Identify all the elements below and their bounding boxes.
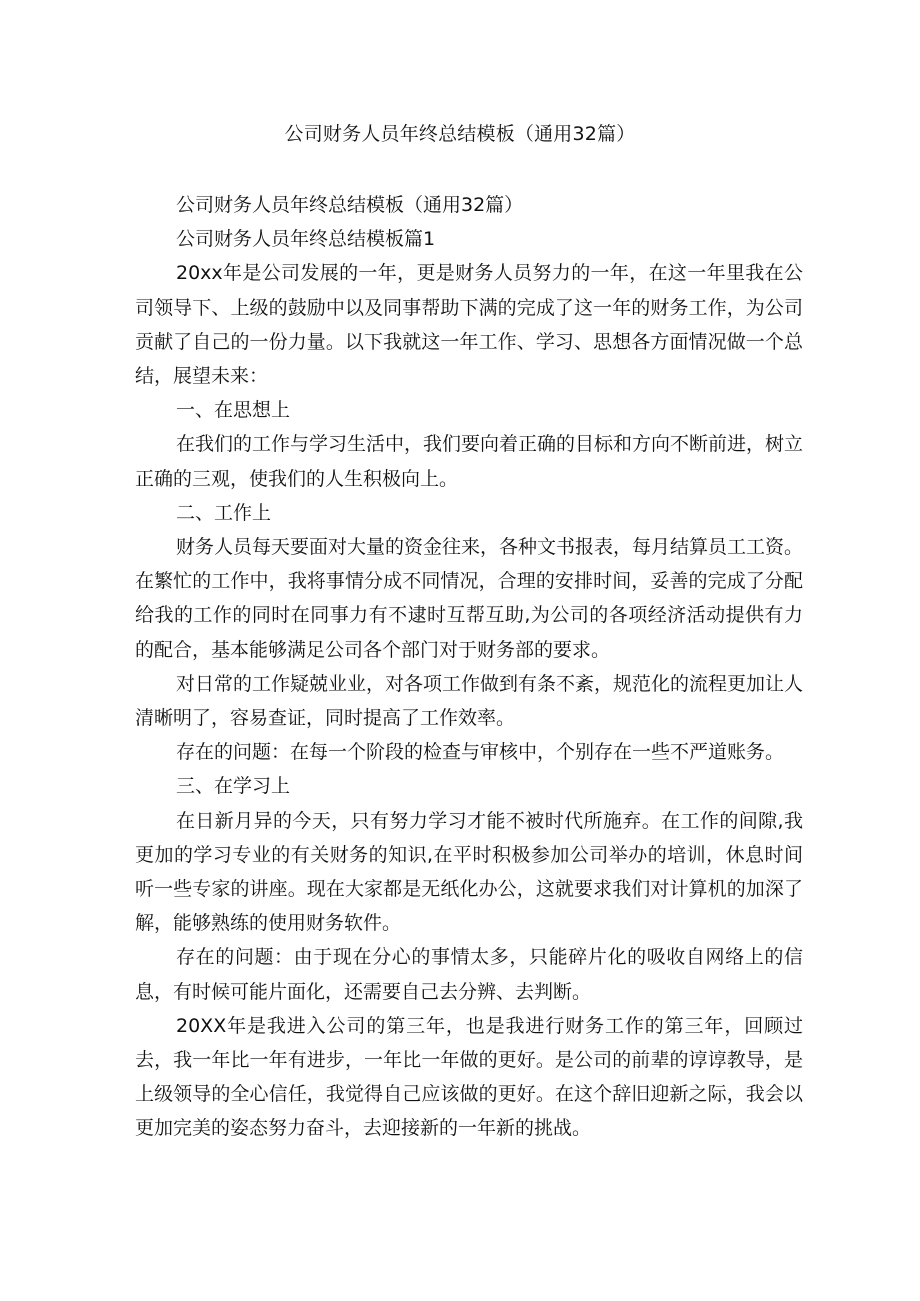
paragraph: 存在的问题：由于现在分心的事情太多，只能碎片化的吸收自网络上的信息，有时候可能片面化，还需要自己去分辨、去判断。 <box>135 946 803 1003</box>
document-body <box>135 188 803 1146</box>
heading-work: 二、工作上 <box>176 501 272 524</box>
paragraph-subtitle: 公司财务人员年终总结模板（通用32篇） <box>176 194 524 216</box>
paragraph-section-heading: 公司财务人员年终总结模板篇1 <box>176 228 436 251</box>
paragraph: 20xx年是公司发展的一年，更是财务人员努力的一年，在这一年里我在公司领导下、上级的鼓励中以及同事帮助下满的完成了这一年的财务工作，为公司贡献了自己的一份力量。以下我就这一年工作、学习、思想各方面情况做一个总结，展望未来： <box>135 262 803 388</box>
heading-thought: 一、在思想上 <box>176 399 291 422</box>
paragraph: 20XX年是我进入公司的第三年，也是我进行财务工作的第三年，回顾过去，我一年比一年有进步，一年比一年做的更好。是公司的前辈的谆谆教导，是上级领导的全心信任，我觉得自己应该做的更好。在这个辞旧迎新之际，我会以更加完美的姿态努力奋斗，去迎接新的一年新的挑战。 <box>135 1014 803 1140</box>
paragraph: 存在的问题：在每一个阶段的检查与审核中，个别存在一些不严道账务。 <box>176 741 785 764</box>
document-title: 公司财务人员年终总结模板（通用32篇） <box>284 123 636 145</box>
paragraph: 对日常的工作疑兢业业，对各项工作做到有条不紊，规范化的流程更加让人清晰明了，容易查证，同时提高了工作效率。 <box>135 672 804 730</box>
paragraph: 在日新月异的今天，只有努力学习才能不被时代所施弃。在工作的间隙,我更加的学习专业的有关财务的知识,在平时积极参加公司举办的培训，休息时间听一些专家的讲座。现在大家都是无纸化办公，这就要求我们对计算机的加深了解，能够熟练的使用财务软件。 <box>135 809 803 935</box>
paragraph: 在我们的工作与学习生活中，我们要向着正确的目标和方向不断前进，树立正确的三观，使我们的人生积极向上。 <box>135 433 804 490</box>
heading-study: 三、在学习上 <box>176 775 291 798</box>
paragraph: 财务人员每天要面对大量的资金往来，各种文书报表，每月结算员工工资。在繁忙的工作中，我将事情分成不同情况，合理的安排时间，妥善的完成了分配给我的工作的同时在同事力有不逮时互帮互助,为公司的各项经济活动提供有力的配合，基本能够满足公司各个部门对于财务部的要求。 <box>135 536 804 661</box>
